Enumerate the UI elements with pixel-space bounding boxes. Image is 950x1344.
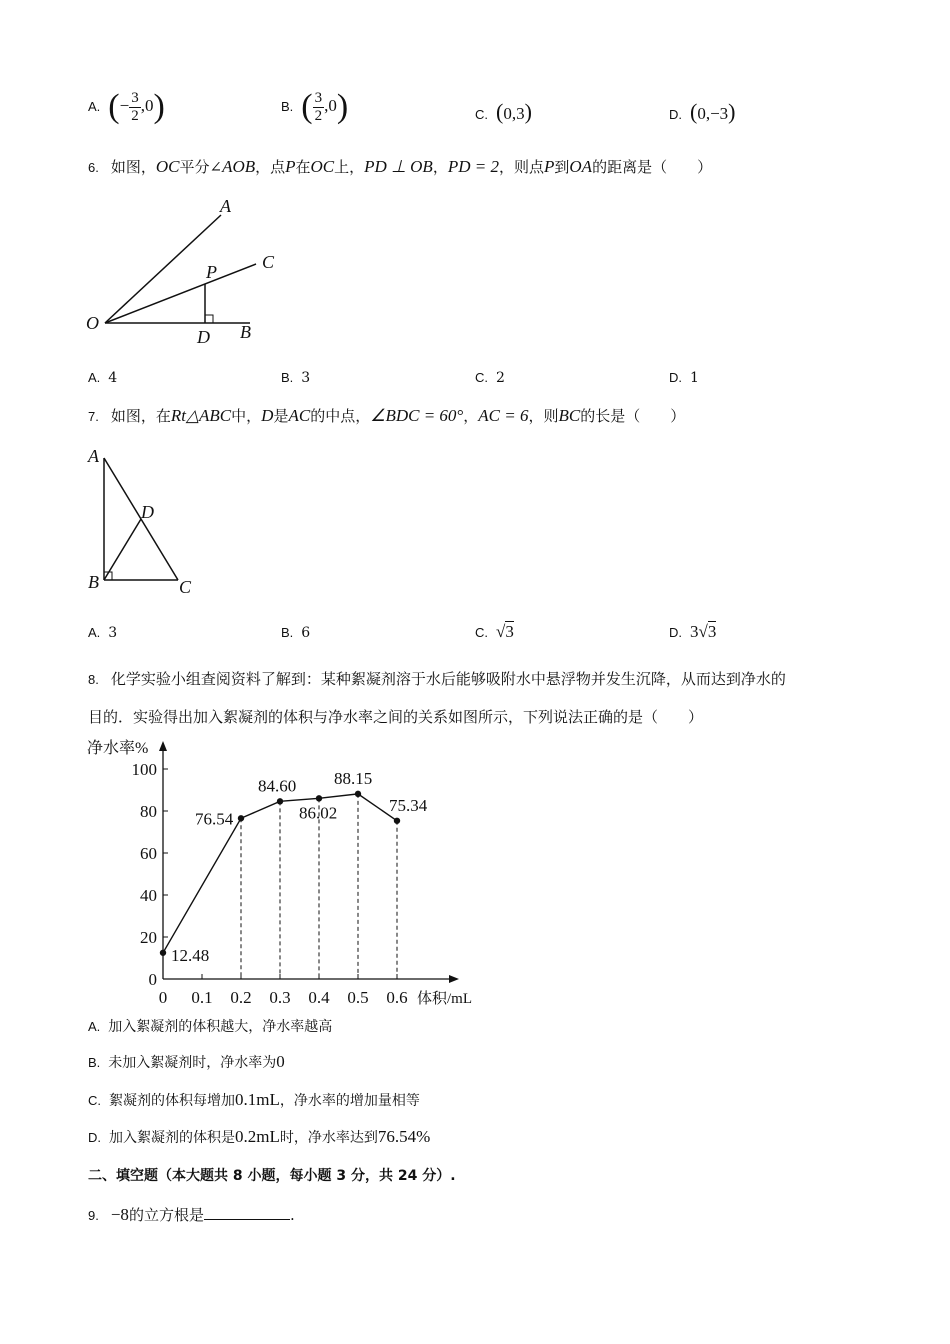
q7-stem: 7. 如图，在Rt△ABC中，D是AC的中点，∠BDC = 60°，AC = 6，则BC的长是（ ）: [88, 406, 686, 425]
segment-bd: [104, 519, 141, 580]
q5-option-c[interactable]: C. (0,3): [475, 99, 532, 124]
data-point: [355, 791, 361, 797]
q9-stem: 9. −8的立方根是 .: [88, 1205, 295, 1224]
q8-stem-line1: 8. 化学实验小组查阅资料了解到：某种絮凝剂溶于水后能够吸附水中悬浮物并发生沉降，从而达到净水的: [88, 670, 786, 688]
label-c: C: [262, 252, 275, 272]
label-a: A: [220, 196, 231, 216]
q5-b-fraction: $\frac{3}{2}$: [314, 90, 323, 124]
x-tick-label: 0.2: [230, 988, 252, 1005]
q8-stem-line2: 目的．实验得出加入絮凝剂的体积与净水率之间的关系如图所示，下列说法正确的是（ ）: [88, 708, 704, 726]
q7-option-c[interactable]: C. √3: [475, 622, 514, 641]
q7-figure: [80, 440, 210, 600]
q7-option-d[interactable]: D. 3√3: [669, 622, 717, 641]
x-tick-label: 0: [158, 988, 168, 1005]
right-angle-mark: [205, 315, 213, 323]
q6-option-b[interactable]: B. 3: [281, 370, 311, 386]
y-tick-label: 60: [140, 844, 157, 863]
ray-oa: [105, 215, 221, 323]
x-tick-label: 0.5: [347, 988, 369, 1005]
q8-chart: [85, 735, 505, 1005]
x-tick-label: 0.6: [386, 988, 408, 1005]
y-tick-label: 80: [140, 802, 157, 821]
data-point: [160, 950, 166, 956]
option-letter: A.: [88, 99, 101, 114]
q6-option-c[interactable]: C. 2: [475, 370, 505, 386]
q5-option-b[interactable]: B. ( $\frac{3}{2}$ ,0): [281, 88, 349, 125]
y-tick-label: 100: [131, 760, 157, 779]
q8-option-a[interactable]: A. 加入絮凝剂的体积越大，净水率越高: [88, 1019, 333, 1035]
label-d: D: [141, 502, 154, 522]
label-a: A: [88, 446, 99, 466]
ray-oc: [105, 264, 256, 323]
label-b: B: [88, 572, 99, 592]
q8-option-d[interactable]: D. 加入絮凝剂的体积是0.2mL时，净水率达到76.54%: [88, 1127, 431, 1146]
q5-option-d[interactable]: D. (0,−3): [669, 99, 736, 124]
y-tick-label: 0: [148, 970, 157, 989]
x-tick-label: 0.4: [308, 988, 330, 1005]
y-axis-label: 净水率%: [87, 740, 149, 757]
q8-option-c[interactable]: C. 絮凝剂的体积每增加0.1mL，净水率的增加量相等: [88, 1090, 420, 1109]
answer-blank[interactable]: [204, 1205, 290, 1220]
q5-option-a[interactable]: A. (− $\frac{3}{2}$ ,0): [88, 88, 165, 125]
label-p: P: [206, 262, 217, 282]
q6-option-d[interactable]: D. 1: [669, 370, 699, 386]
q8-option-b[interactable]: B. 未加入絮凝剂时，净水率为0: [88, 1052, 285, 1071]
q6-stem: 6. 如图，OC平分∠AOB，点P在OC上，PD ⊥ OB，PD = 2，则点P到OA的距离是（ ）: [88, 157, 713, 176]
label-c: C: [179, 577, 192, 597]
y-axis-arrow: [159, 741, 167, 751]
data-label: 84.60: [258, 776, 297, 796]
label-d: D: [197, 327, 210, 347]
data-point: [316, 795, 322, 801]
data-label: 76.54: [195, 809, 234, 829]
y-tick-label: 40: [140, 886, 157, 905]
q6-figure: [80, 190, 300, 355]
x-axis-label: 体积/mL: [417, 991, 472, 1005]
q5-a-sign: −: [119, 96, 130, 115]
label-o: O: [86, 313, 99, 333]
q7-option-b[interactable]: B. 6: [281, 625, 311, 641]
q6-option-a[interactable]: A. 4: [88, 370, 118, 386]
section-heading: 二、填空题（本大题共 8 小题，每小题 3 分，共 24 分）.: [88, 1168, 456, 1184]
x-tick-label: 0.3: [269, 988, 291, 1005]
x-axis-arrow: [449, 975, 459, 983]
data-point: [394, 818, 400, 824]
q5-a-fraction: $\frac{3}{2}$: [131, 90, 139, 124]
data-label: 88.15: [334, 768, 373, 788]
y-tick-label: 20: [140, 928, 157, 947]
x-tick-label: 0.1: [191, 988, 213, 1005]
data-label: 12.48: [171, 945, 210, 965]
data-point: [277, 798, 283, 804]
data-point: [238, 815, 244, 821]
data-label: 75.34: [389, 795, 428, 815]
data-label: 86.02: [299, 803, 338, 823]
label-b: B: [240, 322, 251, 342]
q7-option-a[interactable]: A. 3: [88, 625, 118, 641]
option-letter: B.: [281, 99, 294, 114]
